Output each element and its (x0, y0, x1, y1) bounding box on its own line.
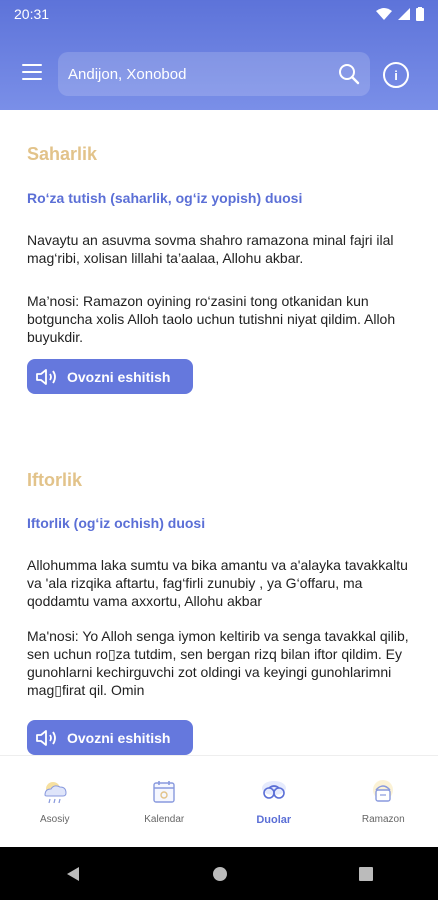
ramadan-icon (369, 778, 397, 806)
duas-content[interactable] (0, 110, 438, 755)
location-input[interactable] (68, 66, 338, 83)
search-icon[interactable] (338, 63, 360, 85)
location-search-bar[interactable] (58, 52, 370, 96)
dua-text-saharlik: Navaytu an asuvma sovma shahro ramazona minal fajri ilal mag‘ribi, xolisan lillahi ta’aalaa, Allohu akbar. (27, 232, 394, 266)
nav-item-asosiy[interactable] (0, 756, 110, 847)
speaker-icon (35, 367, 59, 387)
battery-icon (416, 7, 424, 21)
status-icons (376, 7, 424, 21)
back-icon[interactable] (64, 865, 82, 883)
section-subtitle-iftorlik: Iftorlik (og‘iz ochish) duosi (27, 515, 206, 531)
praying-hands-icon (259, 778, 289, 806)
home-icon[interactable] (211, 865, 229, 883)
play-audio-button-saharlik[interactable] (27, 359, 193, 394)
status-time: 20:31 (14, 6, 50, 22)
nav-item-kalendar[interactable] (110, 756, 220, 847)
status-bar (0, 0, 438, 28)
recents-icon[interactable] (358, 866, 374, 882)
play-audio-label: Ovozni eshitish (67, 729, 171, 746)
nav-label-duolar: Duolar (256, 814, 292, 826)
nav-label-asosiy: Asosiy (40, 814, 70, 825)
play-audio-label: Ovozni eshitish (67, 368, 171, 385)
wifi-icon (376, 8, 392, 20)
bottom-navigation (0, 755, 438, 847)
dua-meaning-saharlik: Ma’nosi: Ramazon oyining ro‘zasini tong otkanidan kun botguncha xolis Alloh taolo uchun tutishni niyat qildim. Alloh buyukdir. (27, 293, 396, 345)
section-title-saharlik: Saharlik (27, 144, 98, 164)
info-icon[interactable]: i (383, 62, 409, 88)
app-header (0, 0, 438, 110)
nav-label-kalendar: Kalendar (144, 814, 185, 825)
menu-icon[interactable] (22, 64, 42, 80)
dua-meaning-iftorlik: Ma'nosi: Yo Alloh senga iymon keltirib va senga tavakkal qilib, sen uchun ro▯za tutdim, sen bergan rizq bilan iftor qildim. Ey gunohlarni kechirguvchi zot oldingi va keyingi gunohlarimni mag▯firat qil. Omin (27, 628, 409, 698)
speaker-icon (35, 728, 59, 748)
nav-item-ramazon[interactable] (329, 756, 438, 847)
play-audio-button-iftorlik[interactable] (27, 720, 193, 755)
calendar-icon (150, 778, 178, 806)
dua-text-iftorlik: Allohumma laka sumtu va bika amantu va a'alayka tavakkaltu va 'ala rizqika aftartu, fag‘firli zunubiy , ya G‘offaru, ma qoddamtu vama axxortu, Allohu akbar (27, 557, 408, 609)
section-subtitle-saharlik: Ro‘za tutish (saharlik, og‘iz yopish) duosi (27, 190, 303, 206)
weather-icon (41, 778, 69, 806)
nav-item-duolar[interactable] (219, 756, 329, 847)
system-navigation-bar (0, 847, 438, 900)
nav-label-ramazon: Ramazon (361, 814, 405, 825)
signal-icon (398, 8, 410, 20)
section-title-iftorlik: Iftorlik (27, 470, 83, 490)
